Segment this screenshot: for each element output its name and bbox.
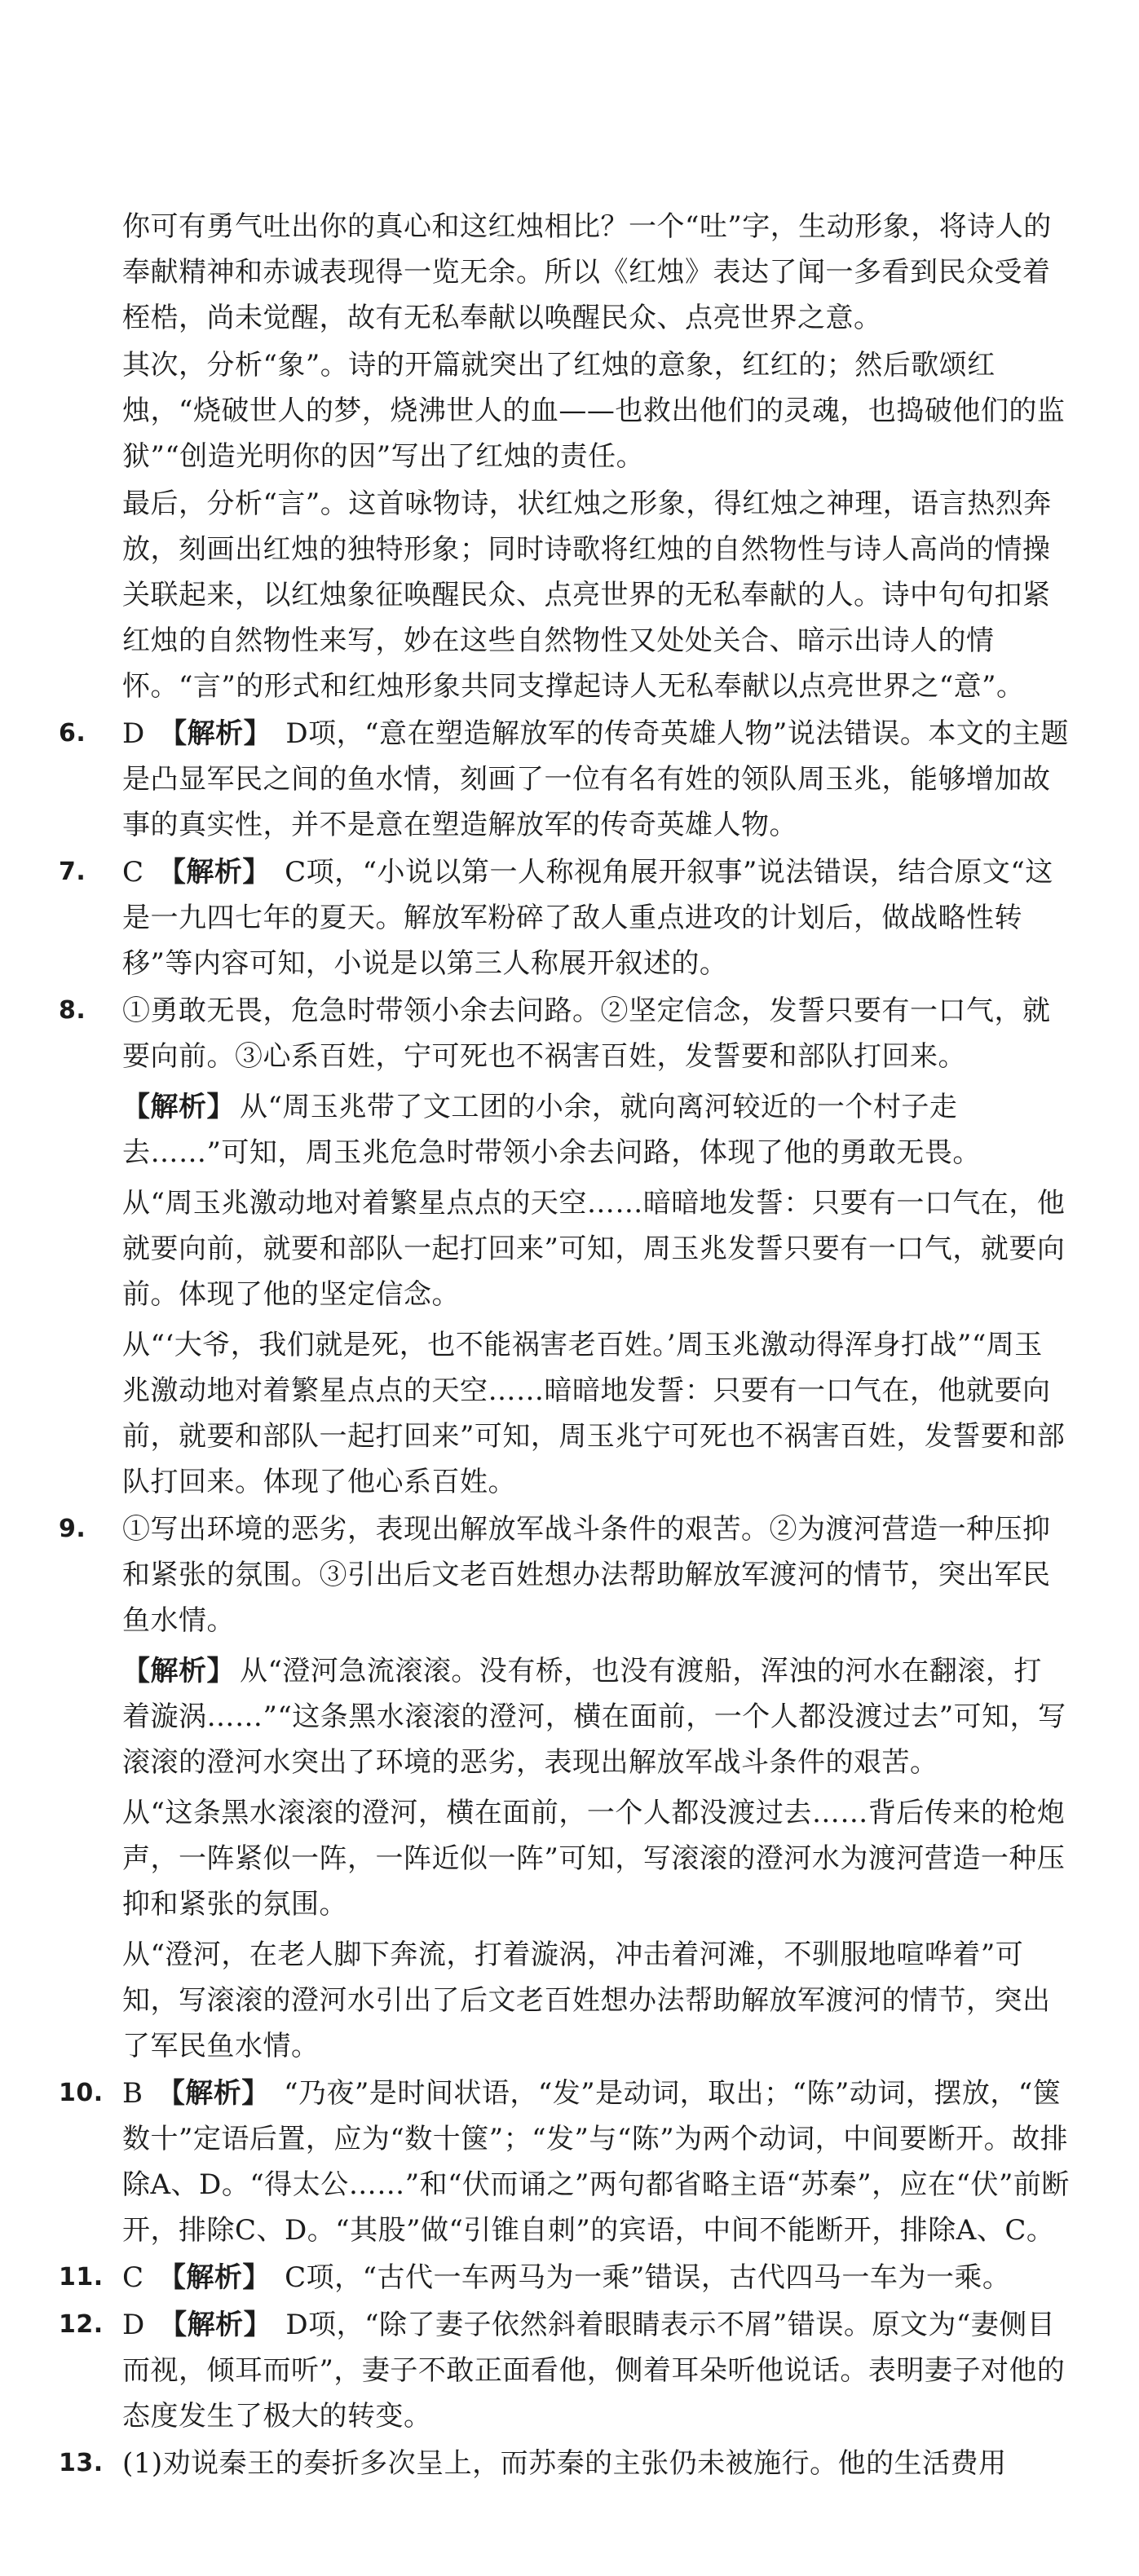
question-number: 11. xyxy=(59,2263,104,2291)
question-number: 10. xyxy=(59,2079,104,2107)
answer-letter: D xyxy=(122,2309,145,2341)
question-number: 13. xyxy=(59,2449,104,2477)
intro-paragraph-2: 其次，分析“象”。诗的开篇就突出了红烛的意象，红红的；然后歌颂红烛，“烧破世人的梦，烧沸世人的血——也救出他们的灵魂，也捣破他们的监狱”“创造光明你的因”写出了红烛的责任。 xyxy=(122,349,1066,473)
question-8-analysis-3: 从“‘大爷，我们就是死，也不能祸害老百姓。’周玉兆激动得浑身打战”“周玉兆激动地对着繁星点点的天空……暗暗地发誓：只要有一口气在，他就要向前，就要和部队一起打回来”可知，周玉兆宁可死也不祸害百姓，发誓要和部队打回来。体现了他心系百姓。 xyxy=(122,1329,1066,1498)
question-9-analysis-3: 从“澄河，在老人脚下奔流，打着漩涡，冲击着河滩，不驯服地喧哗着”可知，写滚滚的澄河水引出了后文老百姓想办法帮助解放军渡河的情节，突出了军民鱼水情。 xyxy=(122,1939,1051,2062)
answer-letter: B xyxy=(122,2077,143,2110)
question-13 xyxy=(59,2441,1070,2486)
answer-letter: D xyxy=(122,717,145,750)
question-8-analysis-2: 从“周玉兆激动地对着繁星点点的天空……暗暗地发誓：只要有一口气在，他就要向前，就要和部队一起打回来”可知，周玉兆发誓只要有一口气，就要向前。体现了他的坚定信念。 xyxy=(122,1187,1066,1311)
question-12 xyxy=(59,2302,1070,2439)
intro-paragraph-3: 最后，分析“言”。这首咏物诗，状红烛之形象，得红烛之神理，语言热烈奔放，刻画出红烛的独特形象；同时诗歌将红烛的自然物性与诗人高尚的情操关联起来，以红烛象征唤醒民众、点亮世界的无私奉献的人。诗中句句扣紧红烛的自然物性来写，妙在这些自然物性又处处关合、暗示出诗人的情怀。“言”的形式和红烛形象共同支撑起诗人无私奉献以点亮世界之“意”。 xyxy=(122,487,1052,703)
answer-text: ①写出环境的恶劣，表现出解放军战斗条件的艰苦。②为渡河营造一种压抑和紧张的氛围。③引出后文老百姓想办法帮助解放军渡河的情节，突出军民鱼水情。 xyxy=(122,1513,1051,1637)
question-11 xyxy=(59,2255,1070,2300)
analysis-tag: 【解析】 xyxy=(157,856,271,889)
answer-letter: C xyxy=(122,2261,144,2294)
analysis-tag: 【解析】 xyxy=(159,717,272,750)
intro-paragraph-1: 你可有勇气吐出你的真心和这红烛相比？一个“吐”字，生动形象，将诗人的奉献精神和赤诚表现得一览无余。所以《红烛》表达了闻一多看到民众受着桎梏，尚未觉醒，故有无私奉献以唤醒民众、点亮世界之意。 xyxy=(122,210,1052,334)
answer-text: ①勇敢无畏，危急时带领小余去问路。②坚定信念，发誓只要有一口气，就要向前。③心系百姓，宁可死也不祸害百姓，发誓要和部队打回来。 xyxy=(122,995,1051,1073)
analysis-tag: 【解析】 xyxy=(122,1655,235,1687)
question-number: 9. xyxy=(59,1515,86,1543)
question-7 xyxy=(59,849,1070,986)
answer-text: (1)劝说秦王的奏折多次呈上，而苏秦的主张仍未被施行。他的生活费用 xyxy=(122,2447,1007,2480)
question-9-analysis-2: 从“这条黑水滚滚的澄河，横在面前，一个人都没渡过去……背后传来的枪炮声，一阵紧似一阵，一阵近似一阵”可知，写滚滚的澄河水为渡河营造一种压抑和紧张的氛围。 xyxy=(122,1797,1066,1921)
analysis-text: C项，“小说以第一人称视角展开叙事”说法错误，结合原文“这是一九四七年的夏天。解放军粉碎了敌人重点进攻的计划后，做战略性转移”等内容可知，小说是以第三人称展开叙述的。 xyxy=(122,856,1053,980)
analysis-tag: 【解析】 xyxy=(122,1091,235,1123)
answer-content xyxy=(59,204,1070,2488)
analysis-text: 从“周玉兆带了文工团的小余，就向离河较近的一个村子走去……”可知，周玉兆危急时带领小余去问路，体现了他的勇敢无畏。 xyxy=(122,1091,981,1169)
analysis-text: 从“澄河急流滚滚。没有桥，也没有渡船，浑浊的河水在翻滚，打着漩涡……”“这条黑水滚滚的澄河，横在面前，一个人都没渡过去”可知，写滚滚的澄河水突出了环境的恶劣，表现出解放军战斗条件的艰苦。 xyxy=(122,1655,1066,1779)
question-9-analysis-1 xyxy=(59,1648,1070,1785)
question-number: 8. xyxy=(59,996,86,1025)
analysis-tag: 【解析】 xyxy=(159,2309,272,2341)
analysis-text: D项，“除了妻子依然斜着眼睛表示不屑”错误。原文为“妻侧目而视，倾耳而听”，妻子不敢正面看他，侧着耳朵听他说话。表明妻子对他的态度发生了极大的转变。 xyxy=(122,2309,1066,2433)
question-6 xyxy=(59,711,1070,848)
answer-letter: C xyxy=(122,856,144,889)
question-number: 12. xyxy=(59,2310,104,2339)
question-number: 7. xyxy=(59,858,86,886)
question-8 xyxy=(59,988,1070,1079)
question-9 xyxy=(59,1506,1070,1643)
analysis-tag: 【解析】 xyxy=(157,2261,271,2294)
question-8-analysis-1 xyxy=(59,1084,1070,1176)
analysis-text: D项，“意在塑造解放军的传奇英雄人物”说法错误。本文的主题是凸显军民之间的鱼水情，刻画了一位有名有姓的领队周玉兆，能够增加故事的真实性，并不是意在塑造解放军的传奇英雄人物。 xyxy=(122,717,1069,841)
analysis-tag: 【解析】 xyxy=(157,2077,270,2110)
analysis-text: “乃夜”是时间状语，“发”是动词，取出；“陈”动词，摆放，“箧数十”定语后置，应为“数十箧”；“发”与“陈”为两个动词，中间要断开。故排除A、D。“得太公……”和“伏而诵之”两句都省略主语“苏秦”，应在“伏”前断开，排除C、D。“其股”做“引锥自刺”的宾语，中间不能断开，排除A、C。 xyxy=(122,2077,1070,2247)
question-10 xyxy=(59,2071,1070,2253)
analysis-text: C项，“古代一车两马为一乘”错误，古代四马一车为一乘。 xyxy=(285,2261,1011,2294)
question-number: 6. xyxy=(59,719,86,748)
